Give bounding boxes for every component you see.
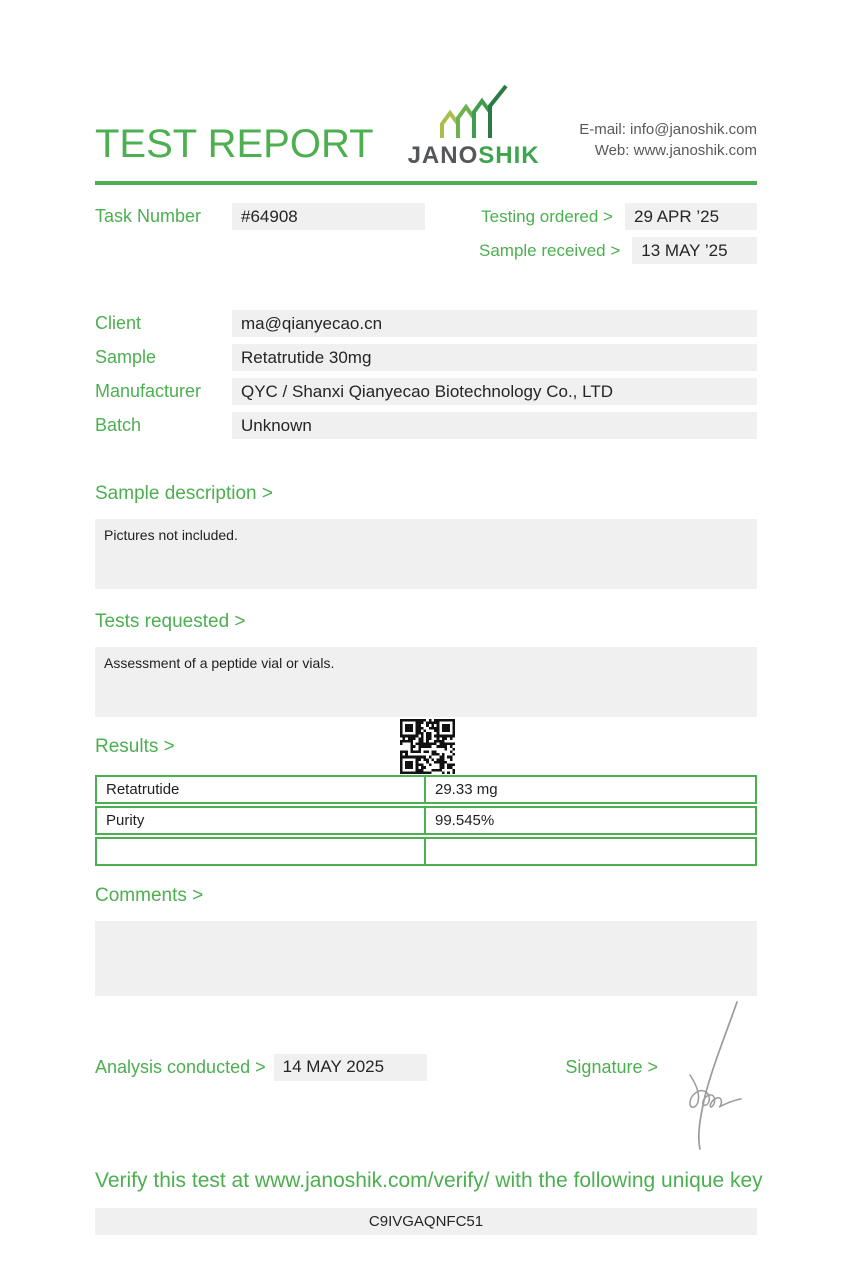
tests-requested-heading: Tests requested > [95,610,246,632]
manufacturer-label: Manufacturer [95,381,202,401]
analysis-conducted-label: Analysis conducted > [95,1056,266,1077]
sample-info-section [95,310,757,439]
contact-web: Web: www.janoshik.com [594,142,757,160]
logo-wordmark [408,144,540,168]
analysis-date-value: 14 MAY 2025 [274,1054,427,1081]
result-value-cell: 29.33 mg [435,780,498,798]
verify-instruction: Verify this test at www.janoshik.com/verify/ with the following unique key [95,1168,763,1192]
sample-received-row [479,237,757,264]
sample-label: Sample [95,347,157,367]
analysis-signature-row [95,1054,757,1081]
results-table [95,775,757,866]
logo-text-jano: JANO [407,142,479,169]
result-value-cell [426,839,755,864]
table-row [95,837,757,866]
result-value-cell: 99.545% [435,811,495,829]
sample-received-label: Sample received > [479,240,621,260]
contact-email: E-mail: info@janoshik.com [579,120,757,138]
report-header [95,0,757,168]
signature [659,999,751,1151]
client-label: Client [95,313,142,333]
sample-received-value: 13 MAY ’25 [632,237,757,264]
testing-ordered-label: Testing ordered > [481,206,613,226]
info-row-batch [95,412,757,439]
batch-value: Unknown [232,412,757,439]
green-divider [95,181,757,185]
janoshik-logo [408,84,540,168]
table-row [95,775,757,804]
sample-description-box: Pictures not included. [95,519,757,589]
testing-ordered-value: 29 APR ’25 [625,203,757,230]
task-section [95,203,757,264]
info-row-manufacturer [95,378,757,405]
sample-value: Retatrutide 30mg [232,344,757,371]
result-name-cell: Retatrutide [97,777,426,802]
contact-info [579,119,757,169]
dates-group [479,203,757,264]
manufacturer-value: QYC / Shanxi Qianyecao Biotechnology Co., LTD [232,378,757,405]
info-row-sample [95,344,757,371]
table-row [95,806,757,835]
tests-requested-box: Assessment of a peptide vial or vials. [95,647,757,717]
sample-description-heading: Sample description > [95,483,273,504]
verify-key: C9IVGAQNFC51 [95,1208,757,1235]
info-row-client [95,310,757,337]
page-title: TEST REPORT [95,122,374,166]
result-name-cell: Purity [97,808,426,833]
batch-label: Batch [95,415,142,435]
results-heading: Results > [95,735,175,757]
task-number-value: #64908 [232,203,425,230]
signature-label: Signature > [565,1056,658,1077]
logo-text-shik: SHIK [478,142,540,169]
comments-box [95,921,757,996]
task-number-group [95,203,425,230]
bar-chart-logo-icon [435,84,513,142]
comments-heading: Comments > [95,884,204,906]
task-number-label: Task Number [95,206,202,226]
result-name-cell [97,839,426,864]
client-value: ma@qianyecao.cn [232,310,757,337]
testing-ordered-row [479,203,757,230]
qr-code [400,719,455,774]
analysis-group [95,1054,427,1081]
results-heading-row [95,737,757,759]
